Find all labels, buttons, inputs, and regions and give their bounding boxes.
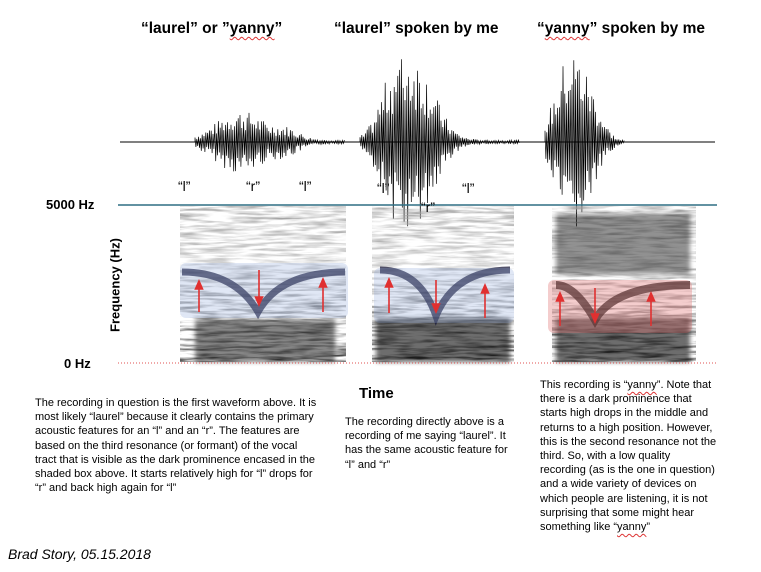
segment-label-l: “l”: [299, 178, 312, 194]
left-explanation: The recording in question is the first waveform above. It is most likely “laurel” because it clearly contains the primary acoustic features for an “l” and an “r”. The features are based on the third resonance (or formant) of the vocal tract that is visible as the dark prominence encased in the shaded box above. It starts relatively high for “l” drops for “r” and back high again for “l”: [35, 397, 317, 495]
segment-label-l: “l”: [377, 180, 390, 196]
segment-label-r: “r”: [421, 199, 435, 215]
axis-bottom-label: 0 Hz: [64, 356, 91, 371]
waveform-3: [545, 60, 624, 226]
title-laurel-spoken: “laurel” spoken by me: [334, 20, 499, 37]
shaded-box-3: [548, 280, 692, 333]
shaded-box-2: [374, 268, 514, 323]
segment-label-l: “l”: [462, 180, 475, 196]
waveform-2: [360, 59, 519, 226]
right-explanation: This recording is “yanny”. Note that there is a dark prominence that starts high drops in the middle and returns to a high position. However, this is the second resonance not the third. So, with a low quality recording (as is the one in question) and a wide variety of devices on which people are listening, it is not surprising that some might hear something like “yanny”: [540, 379, 717, 534]
segment-label-l: “l”: [178, 178, 191, 194]
middle-explanation: The recording directly above is a recording of me saying “laurel”. It has the same acoustic feature for “l” and “r”: [345, 416, 508, 471]
segment-label-r: “r”: [246, 178, 260, 194]
author-signature: Brad Story, 05.15.2018: [8, 546, 151, 562]
x-axis-label: Time: [359, 385, 394, 402]
title-yanny-spoken: “yanny” spoken by me: [537, 20, 705, 37]
title-laurel-or-yanny: “laurel” or ”yanny”: [141, 20, 283, 37]
waveform-group: [195, 59, 624, 226]
axis-top-label: 5000 Hz: [46, 197, 95, 212]
y-axis-label: Frequency (Hz): [107, 238, 123, 332]
